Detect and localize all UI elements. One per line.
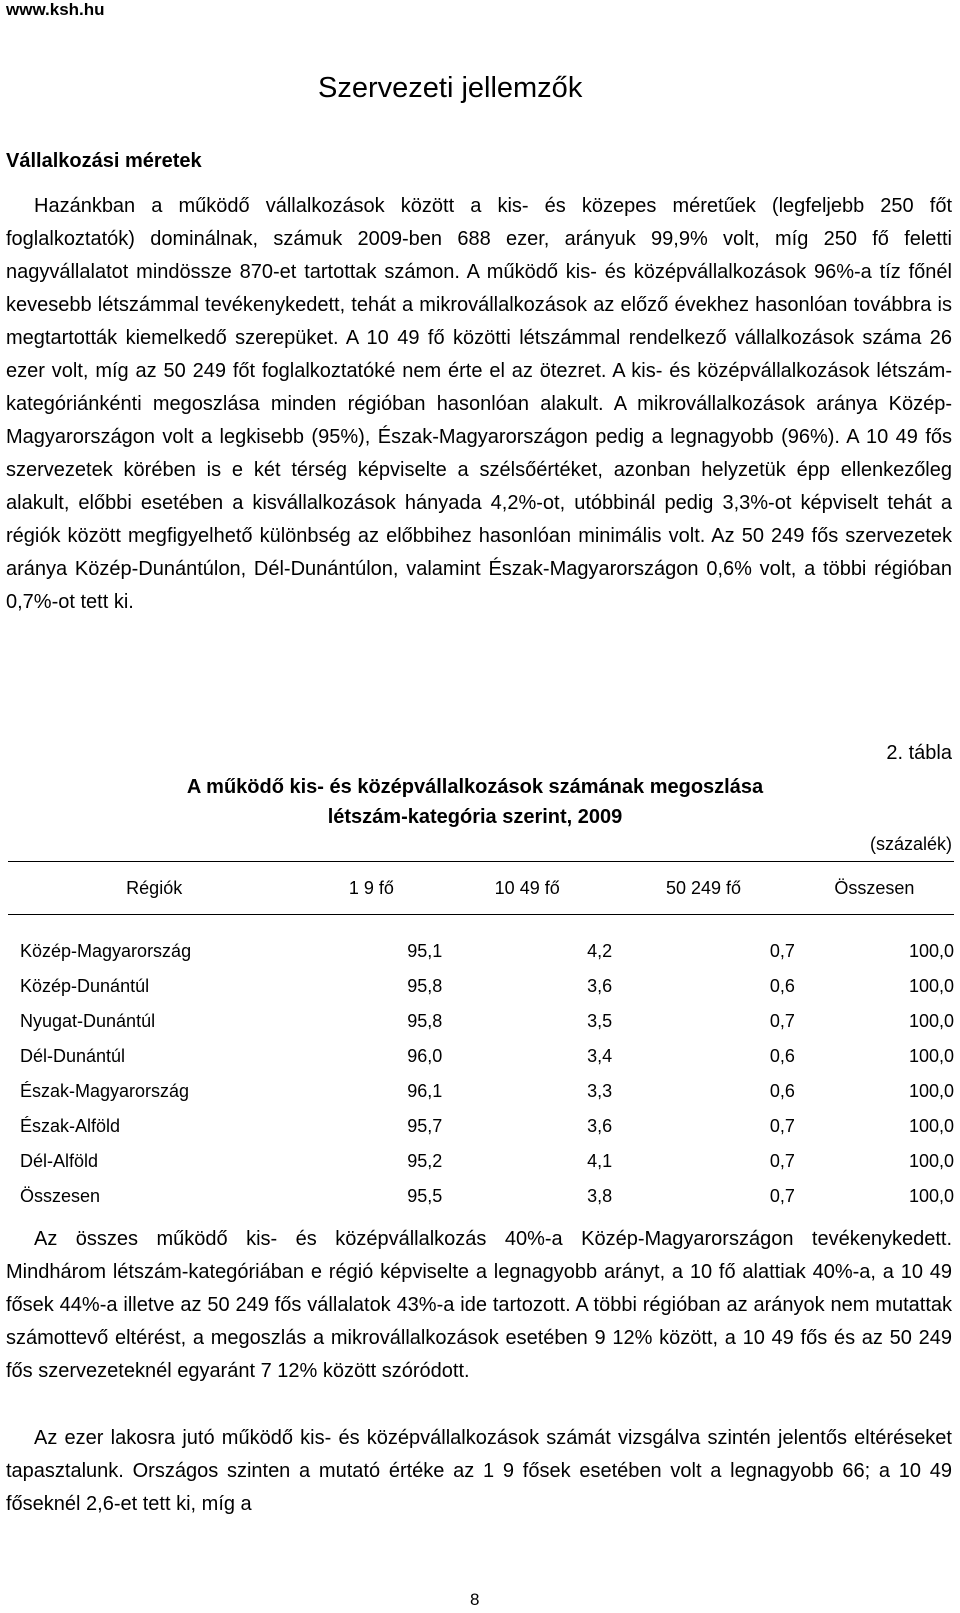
table-cell-value: 0,6	[769, 1081, 795, 1101]
table-unit: (százalék)	[869, 834, 952, 854]
table-cell-region: Dél-Dunántúl	[20, 1046, 126, 1066]
table-cell-value: 100,0	[908, 1186, 954, 1206]
section-subtitle: Vállalkozási méretek	[6, 150, 202, 172]
table-cell-value: 95,8	[407, 1011, 443, 1031]
table-cell-value: 3,5	[587, 1011, 613, 1031]
table-title-line-2: létszám-kategória szerint, 2009	[327, 806, 623, 828]
table-cell-value: 0,7	[769, 1186, 795, 1206]
table-cell-value: 96,1	[407, 1081, 443, 1101]
header-50-249: 50 249 fő	[665, 877, 742, 898]
table-cell-value: 95,2	[407, 1151, 443, 1171]
table-cell-value: 3,6	[587, 976, 613, 996]
table-cell-value: 96,0	[407, 1046, 443, 1066]
table-row	[8, 914, 954, 969]
table-row	[8, 1109, 954, 1144]
table-cell-value: 95,1	[407, 941, 443, 961]
header-regions: Régiók	[126, 877, 183, 898]
site-url-header: www.ksh.hu	[6, 0, 105, 19]
paragraph-1-text: Hazánkban a működő vállalkozások között a kis- és közepes méretűek (legfeljebb 250 főt foglalkoztatók) dominálnak, számuk 2009-ben 688 ezer, arányuk 99,9% volt, míg 250 fő feletti nagyvállalatot mindössze 870-et tartottak számon. A működő kis- és középvállalkozások 96%-a tíz főnél kevesebb létszámmal tevékenykedett, tehát a mikrovállalkozások az előző évekhez hasonlóan továbbra is megtartották kiemelkedő szerepüket. A 10 49 fő közötti létszámmal rendelkező vállalkozások száma 26 ezer volt, míg az 50 249 főt foglalkoztatóké nem érte el az ötezret. A kis- és középvállalkozások létszám-kategóriánkénti megoszlása minden régióban hasonlóan alakult. A mikrovállalkozások aránya Közép-Magyarországon volt a legkisebb (95%), Észak-Magyarországon pedig a legnagyobb (96%). A 10 49 fős szervezetek körében is e két térség képviselte a szélsőértéket, azonban helyzetük épp ellenkezőleg alakult, előbbi esetében a kisvállalkozások hányada 4,2%-ot, utóbbinál pedig 3,3%-ot képviselt tehát a régiók között megfigyelhető különbség az előbbihez hasonlóan minimális volt. Az 50 249 fős szervezetek aránya Közép-Dunántúlon, Dél-Dunántúlon, valamint Észak-Magyarországon 0,6% volt, a többi régióban 0,7%-ot tett ki.	[6, 195, 952, 613]
table-cell-value: 100,0	[908, 941, 954, 961]
data-table	[8, 862, 954, 1214]
table-row	[8, 1074, 954, 1109]
header-total: Összesen	[834, 877, 915, 898]
table-cell-value: 95,7	[407, 1116, 443, 1136]
table-cell-value: 4,2	[587, 941, 613, 961]
table-cell-value: 0,7	[769, 1011, 795, 1031]
table-number: 2. tábla	[886, 742, 952, 764]
table-cell-value: 0,7	[769, 1116, 795, 1136]
table-row	[8, 969, 954, 1004]
table-cell-region: Nyugat-Dunántúl	[20, 1011, 156, 1031]
table-cell-region: Észak-Alföld	[20, 1116, 121, 1136]
body-paragraph-2	[6, 1223, 952, 1388]
page-number: 8	[470, 1590, 480, 1609]
table-cell-region: Közép-Magyarország	[20, 941, 192, 961]
table-cell-value: 0,6	[769, 976, 795, 996]
table-header-row	[8, 862, 954, 914]
table-title-line-1: A működő kis- és középvállalkozások számának megoszlása	[186, 776, 764, 798]
table-cell-value: 95,8	[407, 976, 443, 996]
table-cell-value: 100,0	[908, 1151, 954, 1171]
table-title	[0, 772, 960, 832]
table-cell-value: 0,7	[769, 941, 795, 961]
table-cell-value: 100,0	[908, 1116, 954, 1136]
page-title: Szervezeti jellemzők	[318, 72, 583, 104]
table-cell-region: Közép-Dunántúl	[20, 976, 150, 996]
table-cell-region: Összesen	[20, 1186, 101, 1206]
header-10-49: 10 49 fő	[494, 877, 560, 898]
table-row	[8, 1039, 954, 1074]
table-cell-region: Észak-Magyarország	[20, 1081, 190, 1101]
table-cell-value: 100,0	[908, 1046, 954, 1066]
body-paragraph-1	[6, 190, 952, 619]
table-cell-value: 100,0	[908, 1011, 954, 1031]
table-cell-value: 95,5	[407, 1186, 443, 1206]
body-paragraph-3	[6, 1422, 952, 1521]
paragraph-3-text: Az ezer lakosra jutó működő kis- és középvállalkozások számát vizsgálva szintén jelentős eltéréseket tapasztalunk. Országos szinten a mutató értéke az 1 9 fősek esetében volt a legnagyobb 66; a 10 49 főseknél 2,6-et tett ki, míg a	[6, 1427, 952, 1515]
table-cell-value: 4,1	[587, 1151, 613, 1171]
paragraph-2-text: Az összes működő kis- és középvállalkozás 40%-a Közép-Magyarországon tevékenykedett. Mindhárom létszám-kategóriában e régió képviselte a legnagyobb arányt, a 10 fő alattiak 40%-a, a 10 49 fősek 44%-a illetve az 50 249 fős vállalatok 43%-a ide tartozott. A többi régióban az arányok nem mutattak számottevő eltérést, a megoszlás a mikrovállalkozások esetében 9 12% között, a 10 49 fős és az 50 249 fős szervezeteknél egyaránt 7 12% között szóródott.	[6, 1228, 952, 1382]
table-cell-region: Dél-Alföld	[20, 1151, 99, 1171]
table-cell-value: 0,7	[769, 1151, 795, 1171]
table-cell-value: 100,0	[908, 1081, 954, 1101]
table-row	[8, 1144, 954, 1179]
table-cell-value: 100,0	[908, 976, 954, 996]
table-row	[8, 1004, 954, 1039]
table-cell-value: 0,6	[769, 1046, 795, 1066]
table-cell-value: 3,3	[587, 1081, 613, 1101]
table-cell-value: 3,4	[587, 1046, 613, 1066]
table-cell-value: 3,8	[587, 1186, 613, 1206]
table-row	[8, 1179, 954, 1214]
table-cell-value: 3,6	[587, 1116, 613, 1136]
header-1-9: 1 9 fő	[348, 877, 394, 898]
